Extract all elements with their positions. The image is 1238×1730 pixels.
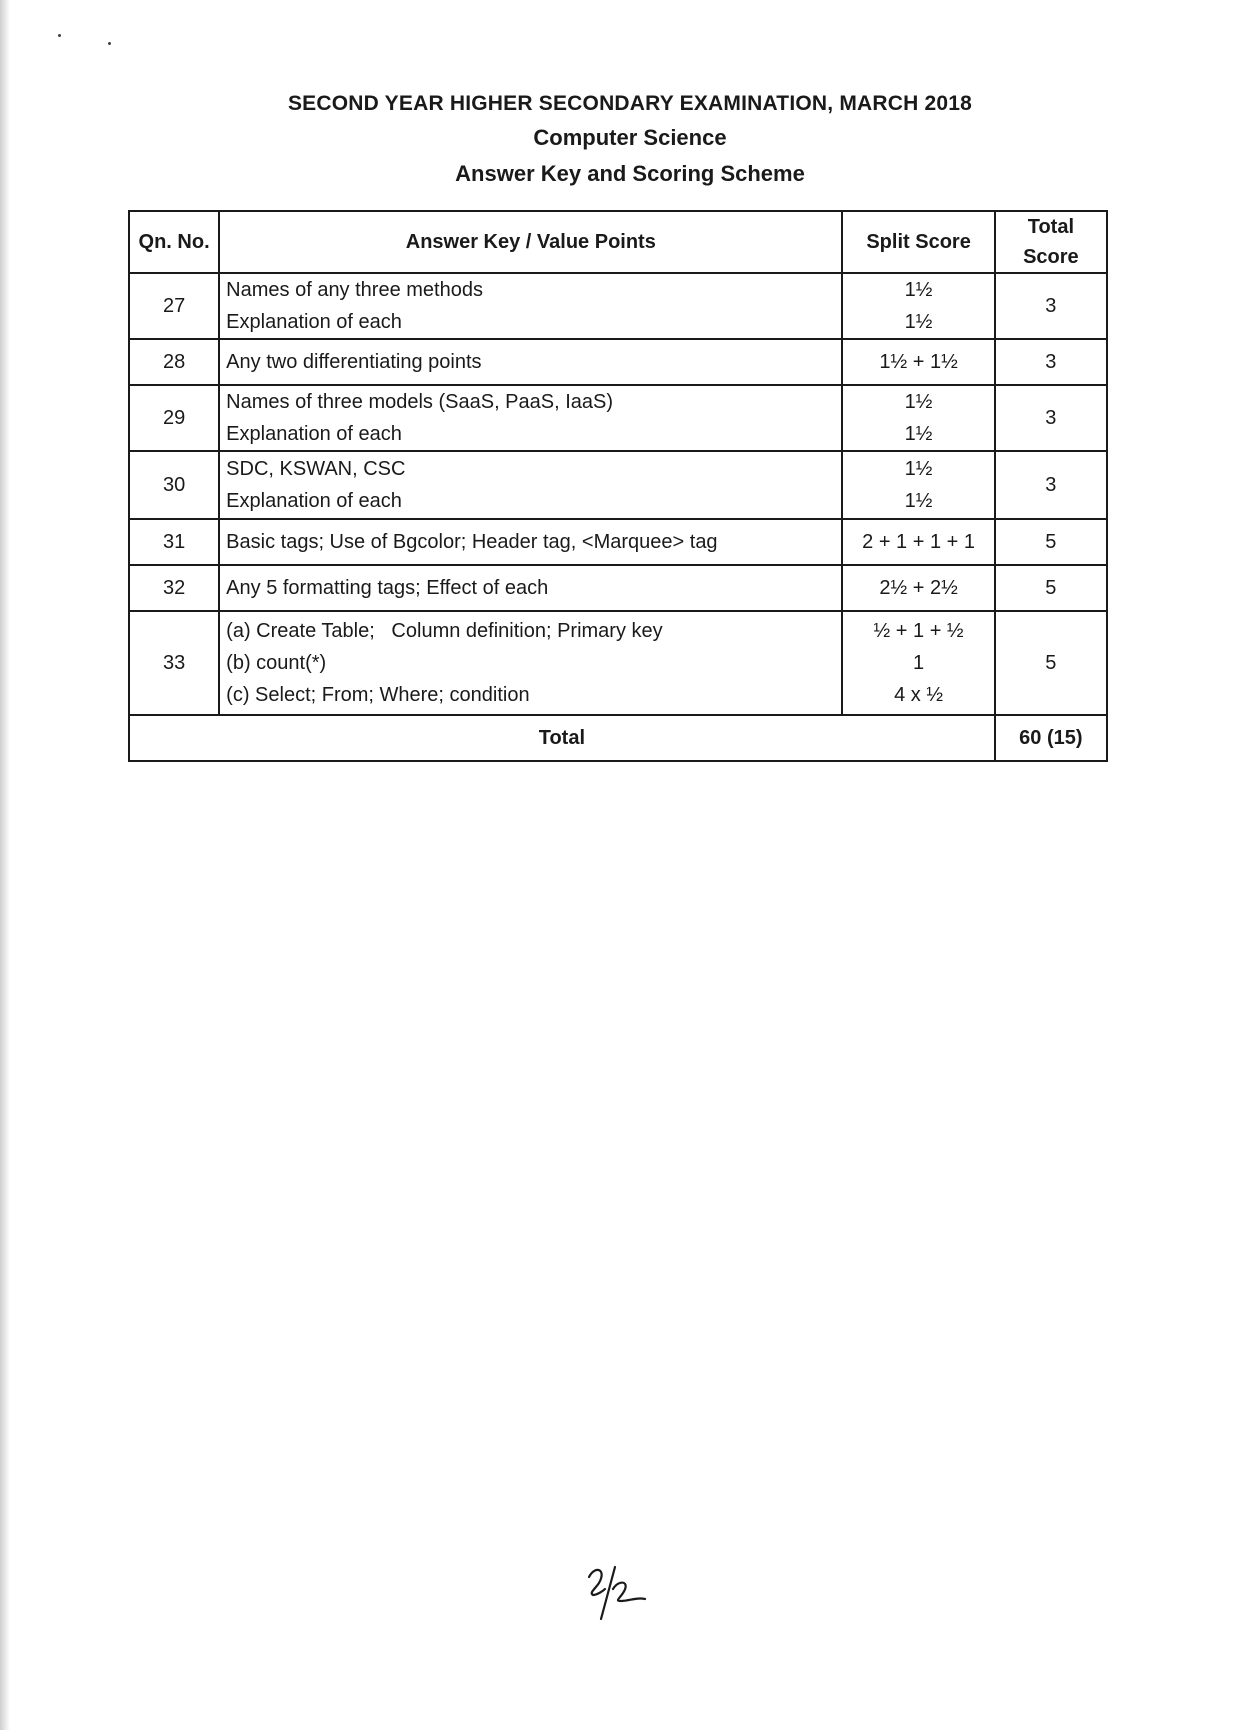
grand-total-row xyxy=(129,715,1107,761)
answer-cell xyxy=(219,519,842,565)
scan-speck xyxy=(108,42,111,45)
header-total-line1: Total xyxy=(1027,216,1075,238)
total-cell: 3 xyxy=(995,339,1107,385)
answer-line: (a) Create Table; Column definition; Primary key xyxy=(226,620,663,642)
answer-cell xyxy=(219,451,842,519)
qn-cell: 33 xyxy=(129,611,219,715)
answer-cell xyxy=(219,339,842,385)
document-header xyxy=(180,88,1080,192)
split-cell xyxy=(842,519,994,565)
split-cell xyxy=(842,565,994,611)
table-row xyxy=(129,273,1107,339)
qn-cell: 29 xyxy=(129,385,219,451)
answer-line: Any 5 formatting tags; Effect of each xyxy=(226,577,549,599)
qn-cell: 31 xyxy=(129,519,219,565)
exam-title: SECOND YEAR HIGHER SECONDARY EXAMINATION, MARCH 2018 xyxy=(287,92,973,115)
split-line: 2½ + 2½ xyxy=(879,577,958,599)
table-row xyxy=(129,611,1107,715)
split-line: 1½ + 1½ xyxy=(879,351,958,373)
split-cell xyxy=(842,451,994,519)
document-subtitle: Answer Key and Scoring Scheme xyxy=(455,161,805,186)
total-cell: 5 xyxy=(995,519,1107,565)
answer-cell xyxy=(219,565,842,611)
total-cell: 3 xyxy=(995,385,1107,451)
answer-line: Basic tags; Use of Bgcolor; Header tag, <Marquee> tag xyxy=(226,531,718,553)
qn-cell: 27 xyxy=(129,273,219,339)
header-total xyxy=(995,211,1107,273)
answer-cell xyxy=(219,273,842,339)
answer-line: Explanation of each xyxy=(226,311,402,333)
header-total-line2: Score xyxy=(1023,246,1079,268)
table-row xyxy=(129,519,1107,565)
total-cell: 3 xyxy=(995,451,1107,519)
answer-line: Names of any three methods xyxy=(226,279,483,301)
answer-line: Any two differentiating points xyxy=(226,351,482,373)
table-row xyxy=(129,565,1107,611)
answer-line: SDC, KSWAN, CSC xyxy=(226,458,406,480)
total-cell: 5 xyxy=(995,565,1107,611)
split-cell xyxy=(842,273,994,339)
split-cell xyxy=(842,611,994,715)
subject-title: Computer Science xyxy=(533,125,727,150)
grand-total-value: 60 (15) xyxy=(995,715,1107,761)
split-cell xyxy=(842,339,994,385)
split-line: ½ + 1 + ½ xyxy=(873,620,964,642)
answer-line: Explanation of each xyxy=(226,423,402,445)
answer-line: (b) count(*) xyxy=(226,652,327,674)
split-line: 1 xyxy=(913,652,925,674)
split-line: 1½ xyxy=(904,490,933,512)
handwritten-page-number xyxy=(575,1555,655,1625)
answer-cell xyxy=(219,385,842,451)
split-line: 1½ xyxy=(904,311,933,333)
scan-speck xyxy=(58,34,61,37)
answer-cell xyxy=(219,611,842,715)
table-row xyxy=(129,385,1107,451)
header-split: Split Score xyxy=(842,211,994,273)
total-cell: 3 xyxy=(995,273,1107,339)
total-cell: 5 xyxy=(995,611,1107,715)
split-line: 2 + 1 + 1 + 1 xyxy=(862,531,976,553)
answer-line: Explanation of each xyxy=(226,490,402,512)
split-line: 1½ xyxy=(904,423,933,445)
qn-cell: 28 xyxy=(129,339,219,385)
qn-cell: 30 xyxy=(129,451,219,519)
table-header-row xyxy=(129,211,1107,273)
split-line: 1½ xyxy=(904,458,933,480)
qn-cell: 32 xyxy=(129,565,219,611)
table-row xyxy=(129,339,1107,385)
answer-line: Names of three models (SaaS, PaaS, IaaS) xyxy=(226,391,614,413)
split-line: 1½ xyxy=(904,279,933,301)
split-cell xyxy=(842,385,994,451)
header-answer: Answer Key / Value Points xyxy=(219,211,842,273)
grand-total-label: Total xyxy=(129,715,995,761)
answer-key-table xyxy=(128,210,1108,762)
split-line: 1½ xyxy=(904,391,933,413)
page-edge-shadow xyxy=(0,0,10,1730)
answer-line: (c) Select; From; Where; condition xyxy=(226,684,530,706)
table-row xyxy=(129,451,1107,519)
header-qn: Qn. No. xyxy=(129,211,219,273)
split-line: 4 x ½ xyxy=(894,684,944,706)
